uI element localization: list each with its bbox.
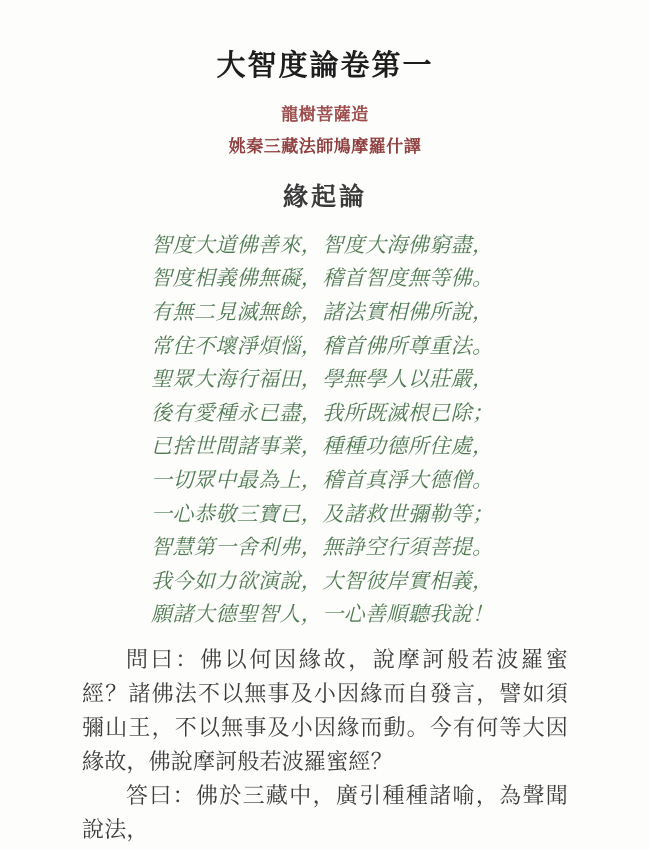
- verse-line: 願諸大德聖智人，一心善順聽我說！: [151, 602, 494, 627]
- attribution-block: [0, 107, 650, 156]
- verse-line: 智度大道佛善來，智度大海佛窮盡，: [151, 232, 494, 257]
- verse-line: 已捨世間諸事業，種種功德所住處，: [151, 434, 494, 459]
- prose-paragraph-question: 問曰：佛以何因緣故，說摩訶般若波羅蜜經？諸佛法不以無事及小因緣而自發言，譬如須彌山王，不以無事及小因緣而動。今有何等大因緣故，佛說摩訶般若波羅蜜經？: [82, 647, 568, 775]
- verse-block: [0, 211, 650, 632]
- verse-line: 有無二見滅無餘，諸法實相佛所說，: [151, 299, 494, 324]
- prose-paragraph-answer: 答曰：佛於三藏中，廣引種種諸喻，為聲聞說法，: [82, 783, 568, 843]
- verse-line: 我今如力欲演說，大智彼岸實相義，: [151, 568, 494, 593]
- attribution-author: 龍樹菩薩造: [281, 105, 369, 126]
- verse-inner: [151, 229, 499, 632]
- verse-line: 常住不壞淨煩惱，稽首佛所尊重法。: [151, 333, 494, 358]
- prose-block: [0, 632, 650, 848]
- verse-line: 一心恭敬三寶已，及諸救世彌勒等；: [151, 501, 494, 526]
- attribution-translator: 姚秦三藏法師鳩摩羅什譯: [228, 137, 422, 158]
- section-heading: 緣起論: [282, 182, 367, 212]
- verse-line: 一切眾中最為上，稽首真淨大德僧。: [151, 467, 494, 492]
- verse-line: 智度相義佛無礙，稽首智度無等佛。: [151, 266, 494, 291]
- verse-line: 後有愛種永已盡，我所既滅根已除；: [151, 400, 494, 425]
- verse-line: 智慧第一舍利弗，無諍空行須菩提。: [151, 535, 494, 560]
- page-title: 大智度論卷第一: [216, 48, 434, 82]
- verse-line: 聖眾大海行福田，學無學人以莊嚴，: [151, 367, 494, 392]
